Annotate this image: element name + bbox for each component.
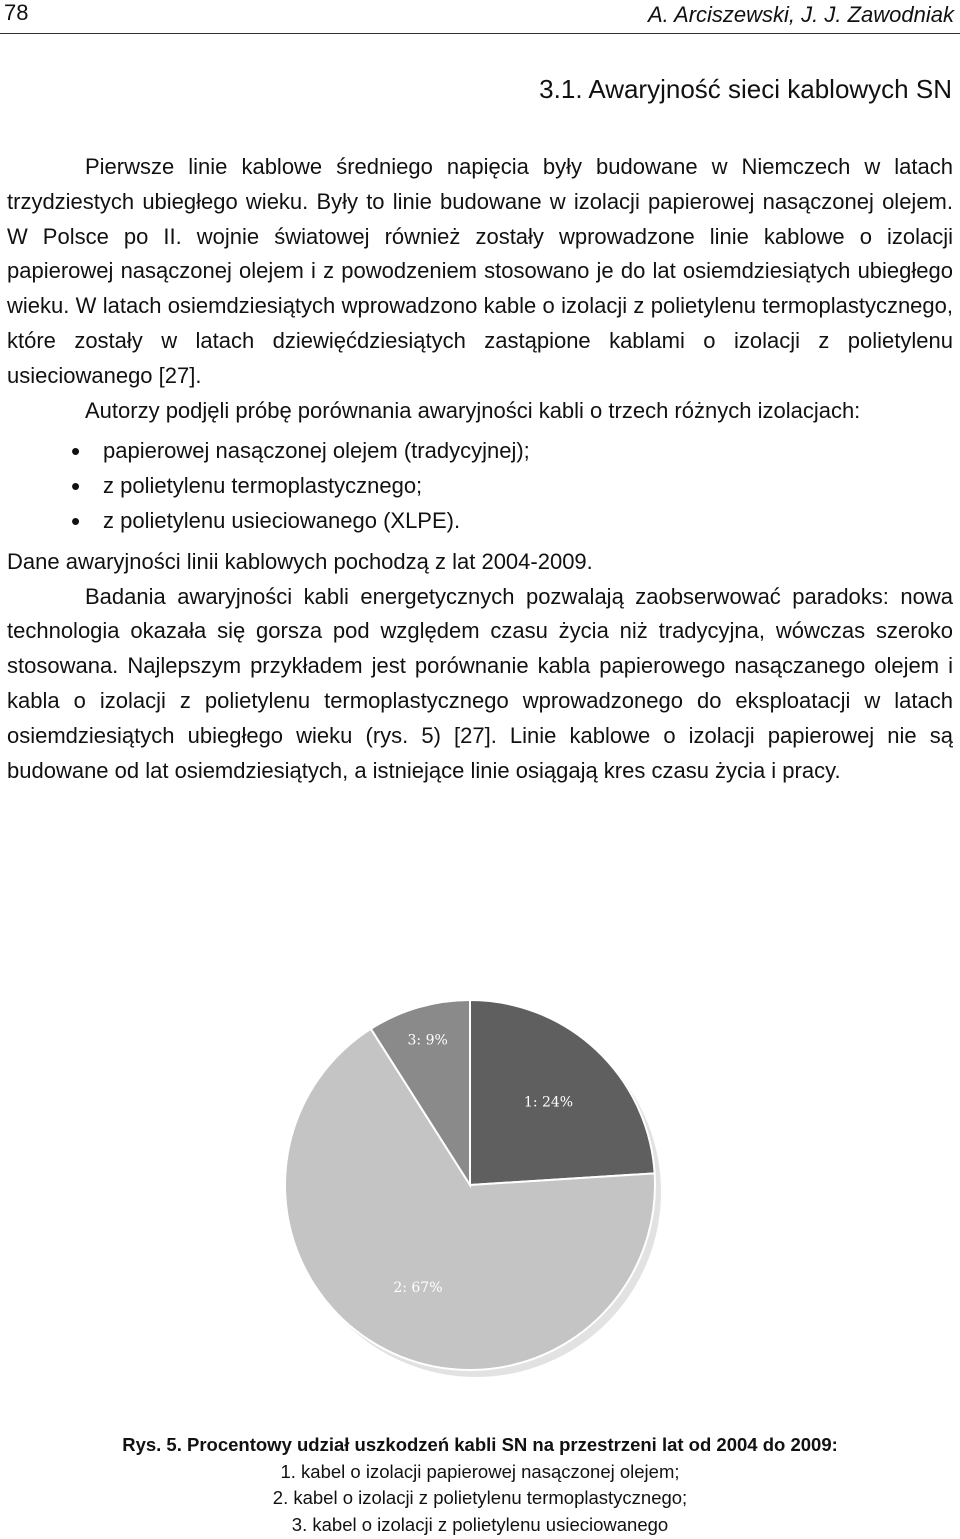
section-heading: 3.1. Awaryjność sieci kablowych SN <box>539 74 952 104</box>
caption-line: 2. kabel o izolacji z polietylenu termoplastycznego; <box>272 1487 688 1508</box>
paragraph-comparison-intro: Autorzy podjęli próbę porównania awaryjności kabli o trzech różnych izolacjach: <box>85 397 861 423</box>
page-number: 78 <box>4 0 29 25</box>
header-rule <box>0 33 960 34</box>
pie-slice-1 <box>470 1000 655 1185</box>
insulation-type-list <box>7 434 953 538</box>
body-text <box>7 150 953 788</box>
paragraph-history: Pierwsze linie kablowe średniego napięcia były budowane w Niemczech w latach trzydziestych ubiegłego wieku. Były to linie budowane w izolacji papierowej nasączonej olejem. W Polsce po II. wojnie światowej również zostały wprowadzone linie kablowe o izolacji papierowej nasączonej olejem i z powodzeniem stosowano je do lat osiemdziesiątych ubiegłego wieku. W latach osiemdziesiątych wprowadzono kable o izolacji z polietylenu termoplastycznego, które zostały w latach dziewięćdziesiątych zastąpione kablami o izolacji z polietylenu usieciowanego [27]. <box>7 154 953 388</box>
paragraph-data-period: Dane awaryjności linii kablowych pochodzą z lat 2004-2009. <box>7 548 593 574</box>
pie-label-1: 1: 24% <box>523 1094 574 1111</box>
caption-line: 1. kabel o izolacji papierowej nasączonej olejem; <box>280 1460 680 1482</box>
pie-chart <box>0 990 960 1390</box>
running-header <box>0 0 960 34</box>
pie-label-2: 2: 67% <box>393 1280 443 1297</box>
figure-caption <box>0 1432 960 1538</box>
paragraph-paradox: Badania awaryjności kabli energetycznych pozwalają zaobserwować paradoks: nowa technologia okazała się gorsza pod względem czasu życia niż tradycyjna, wówczas szeroko stosowana. Najlepszym przykładem jest porównanie kabla papierowego nasączanego olejem i kabla o izolacji z polietylenu termoplastycznego wprowadzonego do eksploatacji w latach osiemdziesiątych ubiegłego wieku (rys. 5) [27]. Linie kablowe o izolacji papierowej nie są budowane od lat osiemdziesiątych, a istniejące linie osiągają kres czasu życia i pracy. <box>7 583 953 783</box>
pie-label-3: 3: 9% <box>407 1032 448 1049</box>
list-item: • z polietylenu termoplastycznego; <box>71 469 953 504</box>
caption-line: 3. kabel o izolacji z polietylenu usieciowanego <box>291 1513 669 1535</box>
list-item: • z polietylenu usieciowanego (XLPE). <box>71 504 953 539</box>
failure-share-figure <box>0 990 960 1390</box>
header-authors: A. Arciszewski, J. J. Zawodniak <box>647 2 954 27</box>
caption-title: Rys. 5. Procentowy udział uszkodzeń kabli SN na przestrzeni lat od 2004 do 2009: <box>122 1434 838 1455</box>
list-item: • papierowej nasączonej olejem (tradycyjnej); <box>71 434 953 469</box>
